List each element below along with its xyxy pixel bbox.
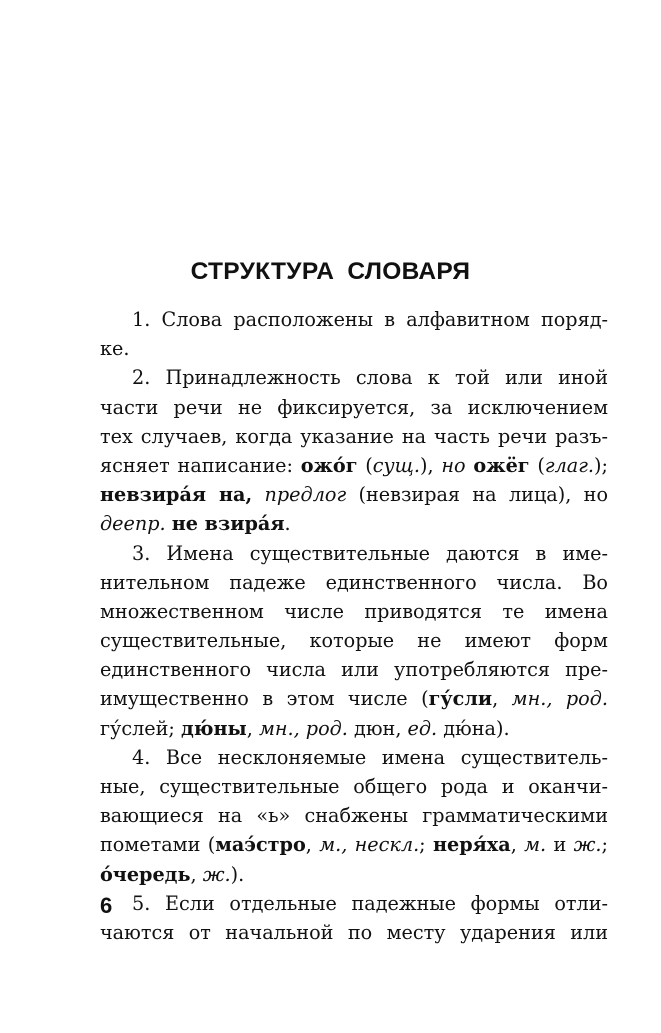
text-run	[252, 483, 264, 506]
text-line	[100, 334, 608, 363]
text-line	[100, 889, 608, 918]
text-line	[100, 772, 608, 801]
text-run: ные, существительные общего рода и оканчи-	[100, 775, 608, 798]
text-line	[100, 801, 608, 830]
text-run: гу́слей;	[100, 716, 181, 740]
headword: маэ́стро	[215, 833, 306, 857]
text-run: ,	[246, 716, 259, 740]
headword: гу́сли	[428, 687, 493, 711]
text-line	[100, 393, 608, 422]
text-line	[100, 655, 608, 684]
headword: ожо́г	[300, 453, 358, 477]
text-run: пометами (	[100, 833, 216, 857]
text-run: ясняет написание:	[100, 453, 301, 477]
text-run: ),	[419, 453, 442, 477]
text-run: 3. Имена существительные даются в име-	[132, 541, 608, 565]
text-run: (	[529, 453, 545, 477]
text-run: множественном числе приводятся те имена	[100, 599, 608, 623]
headword: дю́ны	[181, 716, 247, 740]
text-run: ,	[190, 862, 203, 886]
text-line	[100, 363, 608, 392]
headword: о́чередь	[100, 862, 191, 886]
text-run: ;	[601, 833, 608, 857]
grammar-mark: деепр.	[100, 512, 166, 536]
text-run: имущественно в этом числе (	[100, 687, 429, 711]
grammar-mark: сущ.	[372, 453, 420, 477]
text-run: 2. Принадлежность слова к той или иной	[132, 366, 608, 390]
text-run: .	[284, 512, 291, 536]
grammar-mark: м.	[524, 833, 547, 857]
text-run: и	[546, 833, 574, 857]
section-title: СТРУКТУРА СЛОВАРЯ	[190, 258, 471, 285]
grammar-mark: м., нескл.	[319, 833, 420, 857]
headword: неря́ха	[432, 833, 511, 857]
text-run: ).	[230, 862, 245, 886]
grammar-mark: предлог	[264, 483, 347, 507]
grammar-mark: мн., род.	[511, 687, 608, 711]
text-run: (невзирая на лица), но	[346, 483, 608, 507]
grammar-mark: но	[441, 453, 466, 477]
headword: не взира́я	[171, 512, 285, 536]
text-run: части речи не фиксируется, за исключением	[100, 395, 608, 419]
text-line	[100, 626, 608, 655]
text-run: ке.	[100, 337, 130, 361]
text-run: ;	[419, 833, 433, 857]
grammar-mark: ж.	[202, 862, 231, 886]
text-line	[100, 597, 608, 626]
text-line	[100, 305, 608, 334]
text-line	[100, 480, 608, 509]
text-run: чаются от начальной по месту ударения или	[100, 920, 608, 944]
text-line	[100, 509, 608, 538]
text-run: нительном падеже единственного числа. Во	[100, 570, 608, 594]
text-run: вающиеся на «ь» снабжены грамматическими	[100, 804, 608, 828]
text-line	[100, 714, 608, 743]
text-line	[100, 568, 608, 597]
text-run: );	[594, 453, 608, 477]
text-line	[100, 684, 608, 713]
grammar-mark: ед.	[407, 716, 438, 740]
text-run: существительные, которые не имеют форм	[100, 629, 608, 653]
text-line	[100, 860, 608, 889]
grammar-mark: глаг.	[544, 453, 595, 477]
text-run: ,	[492, 687, 512, 711]
text-line	[100, 918, 608, 947]
grammar-mark: мн., род.	[258, 716, 348, 740]
text-run: дю́на).	[437, 716, 510, 740]
text-run: 1. Слова расположены в алфавитном поряд-	[132, 308, 608, 331]
grammar-mark: ж.	[573, 833, 602, 857]
text-line	[100, 830, 608, 859]
text-line	[100, 743, 608, 772]
text-line	[100, 539, 608, 568]
text-line	[100, 451, 608, 480]
text-run: 5. Если отдельные падежные формы отли-	[132, 891, 608, 915]
text-run: ,	[305, 833, 320, 857]
page-number: 6	[100, 893, 113, 918]
headword: невзира́я на,	[100, 483, 253, 507]
text-run: дюн,	[347, 716, 408, 740]
text-line	[100, 422, 608, 451]
text-run: 4. Все несклоняемые имена существитель-	[132, 745, 608, 769]
text-run: тех случаев, когда указание на часть речи разъ-	[100, 424, 608, 448]
text-run: ,	[510, 833, 525, 857]
text-run: единственного числа или употребляются пре-	[100, 658, 608, 682]
body-text	[100, 305, 608, 947]
headword: ожёг	[473, 453, 530, 477]
text-run: (	[357, 453, 373, 477]
